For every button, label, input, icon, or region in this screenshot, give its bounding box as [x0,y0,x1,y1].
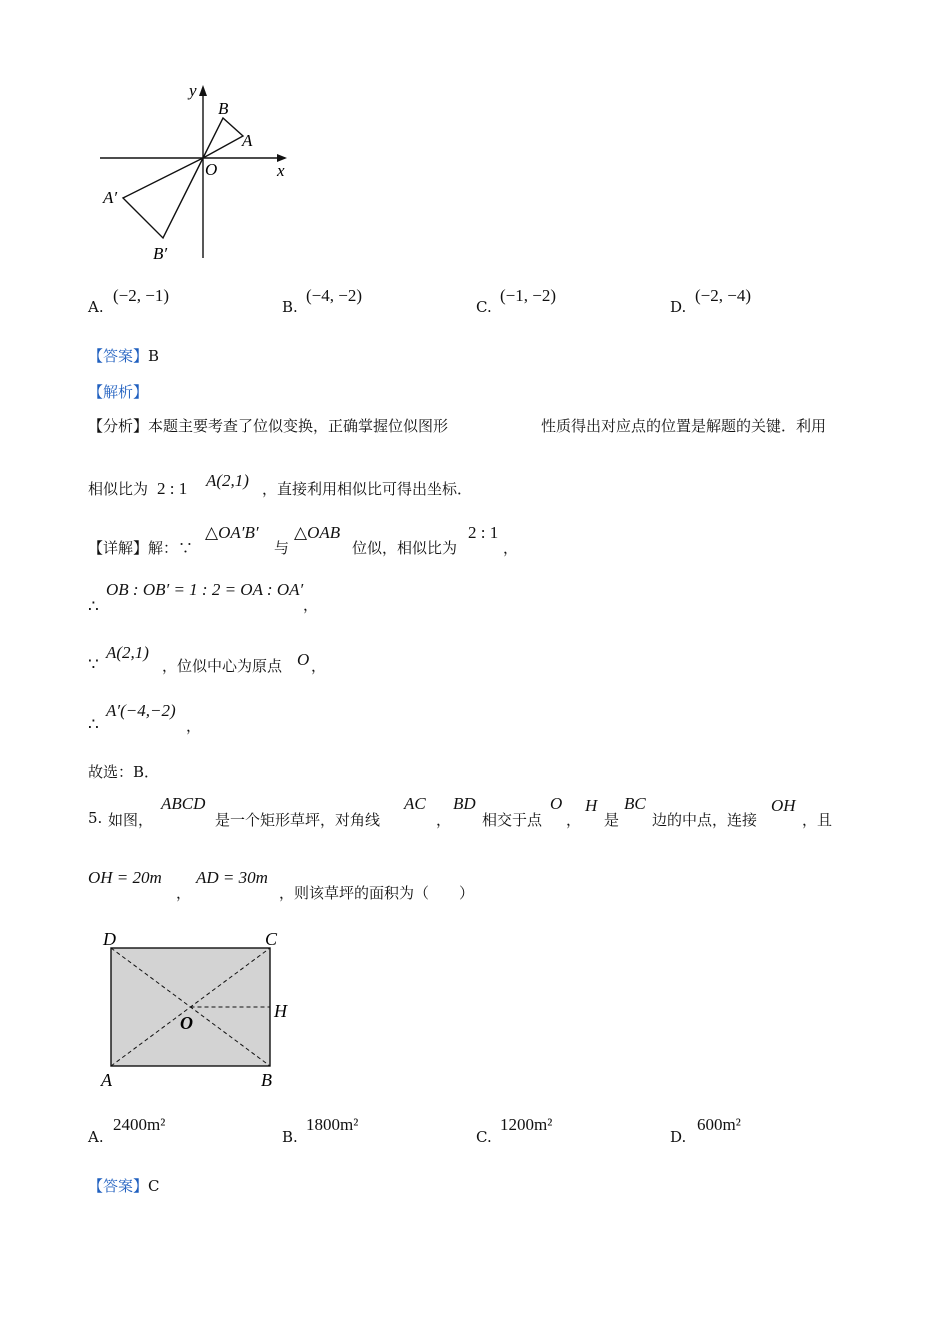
q5-text-10: ，则该草坪的面积为（ ） [279,884,475,902]
q5-oh: OH [771,796,796,815]
q4-answer [88,345,159,366]
conclusion: 故选：B． [88,763,160,781]
vertex-a-label: A [101,1070,112,1090]
q4-option-a-letter: A. [88,298,104,316]
y-axis-label: y [189,81,197,100]
origin-o: O [297,650,310,669]
vertex-b-label: B [261,1070,272,1090]
point-a-label: A [242,131,253,150]
comma-2: ， [303,596,319,614]
q5-oh-equation: OH = 20m [88,868,162,887]
xiangjie-tag: 【详解】 [88,539,149,557]
point-o-label: O [180,1013,193,1033]
rectangle-figure [95,924,310,1094]
q4-option-a-value: (−2, −1) [113,286,169,305]
triangle-oab: △OAB [294,523,341,542]
q5-answer-tag: 【答案】 [88,1177,149,1195]
fenxi-tag: 【分析】 [88,417,149,435]
q5-option-d-value: 600m² [697,1115,741,1134]
q4-option-d-letter: D. [670,298,687,316]
xiangjie-prefix: 解：∵ [148,539,194,557]
q5-text-8: ，且 [802,811,833,829]
comma-4: ， [186,717,202,735]
q5-text-4: 相交于点 [482,811,543,829]
point-b-label: B [218,99,229,118]
q5-option-d-letter: D. [670,1128,687,1146]
ratio-text: 2 : 1 [157,479,188,498]
q4-option-c-letter: C. [476,298,492,316]
x-axis-label: x [277,161,285,180]
q5-option-c-letter: C. [476,1128,492,1146]
fenxi-text-1a: 本题主要考查了位似变换，正确掌握位似图形 [148,417,449,435]
and-text: 与 [274,539,290,557]
q5-o: O [550,794,563,813]
point-b-prime-label: B′ [153,244,168,263]
q5-option-c-value: 1200m² [500,1115,553,1134]
vertex-c-label: C [265,929,278,949]
q5-text-9: ， [176,884,192,902]
q5-abcd: ABCD [161,794,206,813]
q5-option-a-letter: A. [88,1128,104,1146]
q5-answer-value: C [148,1177,160,1195]
point-h-label: H [274,1001,287,1021]
q5-option-b-value: 1800m² [306,1115,359,1134]
answer-value: B [148,347,160,365]
comma-1: ， [503,539,519,557]
fenxi-line-1 [88,415,448,436]
xiangjie-line [88,537,193,558]
point-a-prime-label: A′ [103,188,118,207]
answer-tag: 【答案】 [88,347,149,365]
fenxi-line-2a: 相似比为 [88,480,149,498]
q5-text-3: ， [436,811,452,829]
q4-option-b-letter: B. [282,298,298,316]
ratio-2: 2 : 1 [468,523,499,542]
a-coordinate: A(2,1) [106,643,149,662]
q4-option-b-value: (−4, −2) [306,286,362,305]
q5-bd: BD [453,794,476,813]
origin-label: O [205,160,218,179]
q5-text-1: 如图， [108,811,154,829]
q5-option-a-value: 2400m² [113,1115,166,1134]
q5-number: 5. [88,809,103,827]
q5-ad-equation: AD = 30m [196,868,268,887]
q5-text-6: 是 [604,811,620,829]
fenxi-line-2b: ，直接利用相似比可得出坐标． [262,480,473,498]
q5-bc: BC [624,794,646,813]
q4-option-c-value: (−1, −2) [500,286,556,305]
q5-text-7: 边的中点，连接 [652,811,758,829]
q5-text-2: 是一个矩形草坪，对角线 [215,811,381,829]
comma-3: ， [311,657,327,675]
fenxi-text-1b: 性质得出对应点的位置是解题的关键．利用 [541,417,827,435]
triangle-oa-b-prime: △OA′B′ [205,523,259,542]
q5-answer [88,1175,160,1196]
because-symbol: ∵ [88,655,99,675]
q5-option-b-letter: B. [282,1128,298,1146]
therefore-symbol-2: ∴ [88,715,99,735]
q5-h: H [585,796,598,815]
a-prime-coordinate: A′(−4,−2) [106,701,176,720]
therefore-symbol-1: ∴ [88,597,99,617]
q5-text-5: ， [566,811,582,829]
center-text: ，位似中心为原点 [162,657,283,675]
q4-option-d-value: (−2, −4) [695,286,751,305]
q5-ac: AC [404,794,426,813]
vertex-d-label: D [103,929,116,949]
similarity-figure [95,78,305,268]
point-a-text: A(2,1) [206,471,249,490]
similar-ratio-text: 位似，相似比为 [352,539,458,557]
ratio-equation: OB : OB′ = 1 : 2 = OA : OA′ [106,580,304,599]
analysis-tag: 【解析】 [88,383,149,401]
